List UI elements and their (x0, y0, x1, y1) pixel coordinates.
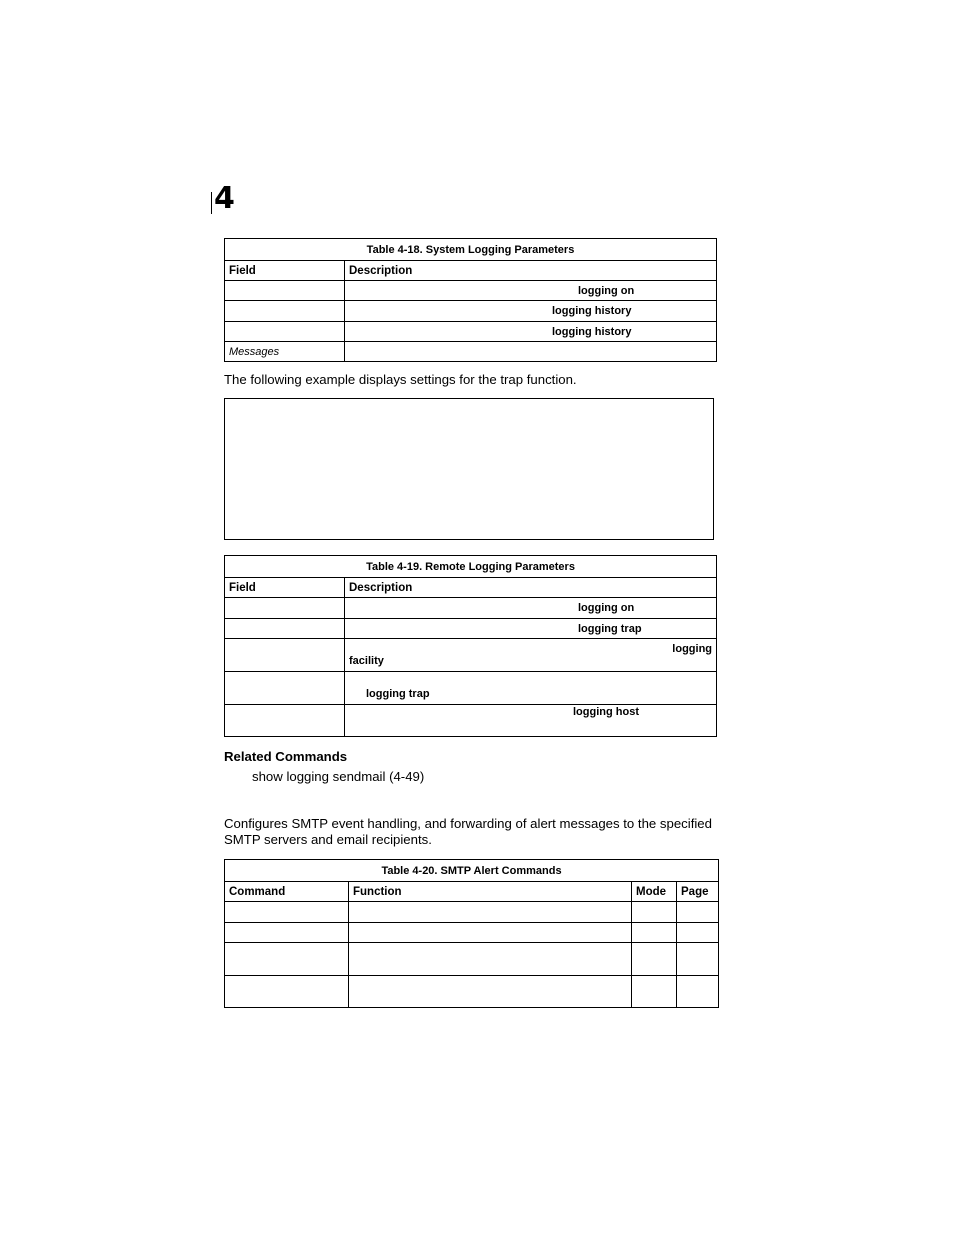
table-caption: Table 4-19. Remote Logging Parameters (225, 556, 717, 578)
table-row (225, 923, 719, 943)
field-cell (225, 301, 345, 322)
smtp-alert-commands-table (224, 859, 719, 1008)
related-commands-heading: Related Commands (224, 749, 348, 764)
field-cell (225, 281, 345, 301)
table-row (225, 943, 719, 976)
table-row (225, 301, 717, 322)
table-row (225, 281, 717, 301)
column-header-field: Field (225, 578, 345, 598)
command-name: logging history (552, 305, 632, 317)
table-row (225, 639, 717, 672)
field-cell (225, 705, 345, 737)
chapter-marker (211, 181, 241, 216)
command-name: logging history (552, 325, 632, 338)
column-header-mode: Mode (632, 882, 677, 902)
field-cell (225, 672, 345, 705)
column-header-command: Command (225, 882, 349, 902)
column-header-page: Page (677, 882, 719, 902)
command-name: logging (672, 643, 713, 655)
description-cell (345, 342, 717, 362)
table-row (225, 619, 717, 639)
field-cell (225, 619, 345, 639)
command-name: logging on (578, 284, 635, 297)
description-cell (345, 301, 717, 322)
table-row (225, 342, 717, 362)
field-cell (225, 598, 345, 619)
description-cell (345, 619, 717, 639)
column-header-description: Description (345, 261, 717, 281)
table-row (225, 322, 717, 342)
chapter-number: 4 (214, 181, 234, 216)
example-text: The following example displays settings for the trap function. (224, 372, 577, 387)
example-output-box (224, 398, 714, 540)
description-cell (345, 639, 717, 672)
table-row (225, 705, 717, 737)
smtp-intro-text: Configures SMTP event handling, and forwarding of alert messages to the specified SMTP servers and email recipients. (224, 816, 712, 847)
table-row (225, 902, 719, 923)
command-name: logging trap (366, 688, 430, 700)
command-name: logging host (573, 706, 639, 718)
description-cell (345, 322, 717, 342)
remote-logging-parameters-table (224, 555, 717, 737)
chapter-bar (211, 192, 212, 214)
column-header-function: Function (349, 882, 632, 902)
table-caption: Table 4-18. System Logging Parameters (225, 239, 717, 261)
field-cell (225, 639, 345, 672)
field-cell (225, 322, 345, 342)
description-cell (345, 598, 717, 619)
command-name: facility (349, 655, 384, 667)
command-name: logging on (578, 602, 635, 614)
field-name: Messages (229, 345, 280, 358)
system-logging-parameters-table (224, 238, 717, 362)
command-name: logging trap (578, 622, 642, 635)
column-header-field: Field (225, 261, 345, 281)
column-header-description: Description (345, 578, 717, 598)
table-row (225, 672, 717, 705)
table-row (225, 976, 719, 1008)
description-cell (345, 281, 717, 301)
description-cell (345, 705, 717, 737)
related-command-link[interactable]: show logging sendmail (4-49) (252, 769, 425, 784)
field-cell (225, 342, 345, 362)
table-caption: Table 4-20. SMTP Alert Commands (225, 860, 719, 882)
description-cell (345, 672, 717, 705)
table-row (225, 598, 717, 619)
